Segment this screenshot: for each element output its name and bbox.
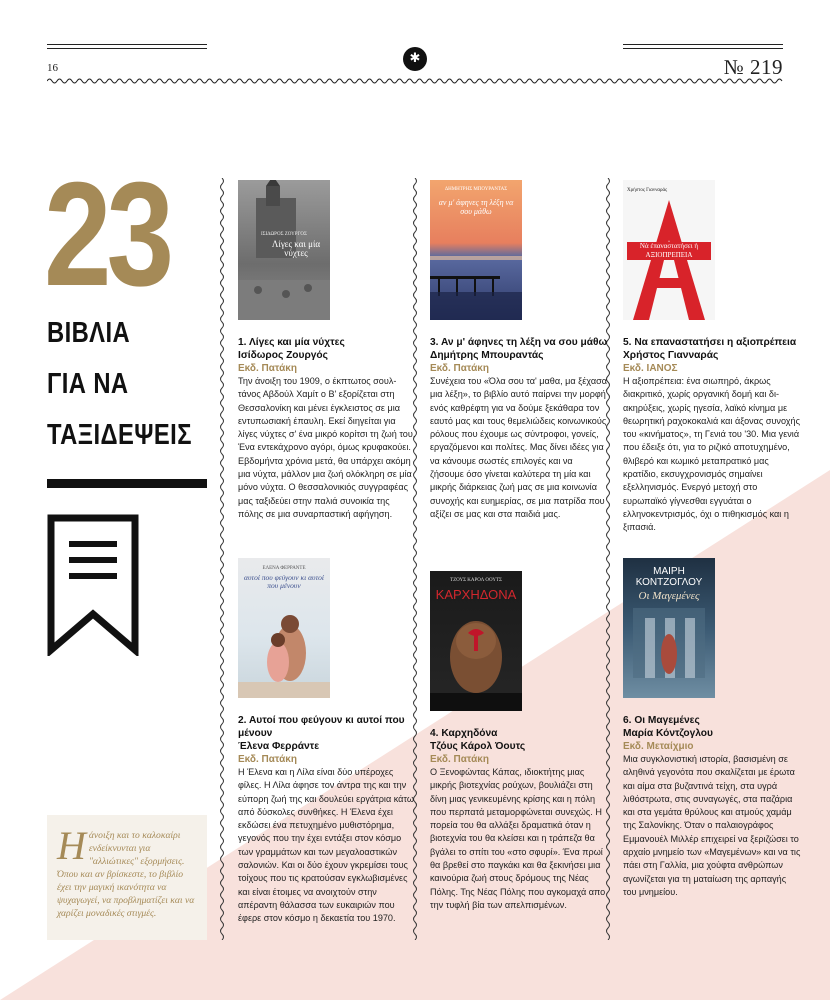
feature-title-line-3: ΤΑΞΙΔΕΨΕΙΣ — [47, 419, 192, 451]
book-5-title: 5. Να επαναστατήσει η αξιοπρέπεια — [623, 337, 797, 348]
bookmark-icon — [47, 514, 139, 656]
star-icon: ✱ — [403, 47, 427, 71]
book-2 — [238, 714, 416, 926]
title-underline-bar — [47, 479, 207, 488]
cover-3-title: αν μ' άφηνες τη λέξη να σου μάθω — [438, 198, 514, 216]
issue-number: № 219 — [723, 55, 783, 79]
book-1-title: 1. Λίγες και μία νύχτες — [238, 337, 345, 348]
book-5-publisher: Εκδ. ΙΑΝΟΣ — [623, 363, 678, 374]
book-6-author: Μαρία Κόντζογλου — [623, 728, 713, 739]
book-1-publisher: Εκδ. Πατάκη — [238, 363, 297, 374]
cover-3-author: ΔΗΜΗΤΡΗΣ ΜΠΟΥΡΑΝΤΑΣ — [444, 187, 508, 192]
book-1 — [238, 336, 416, 521]
feature-number: 23 — [44, 152, 170, 317]
book-4 — [430, 727, 608, 912]
book-4-title: 4. Καρχηδόνα — [430, 728, 498, 739]
book-3-title: 3. Αν μ' άφηνες τη λέξη να σου μάθω — [430, 337, 608, 348]
book-6-description: Μια συγκλονιστική ιστορία, βασισμένη σε αληθινά γεγονότα που σκαλίζεται με έρωτα και αίμα στα βυζαντινά τείχη, στα υγρά λιθόστρωτα, στις συναγωγές, στα παζάρια και στα γεμάτα θρύλους και ατμούς χαμάμ της Σαλονίκης. Όταν ο παλαιογράφος Εμμανουέλ Μιλλέρ επιχειρεί να ξεριζώσει το αρχαίο μνημείο των «Μαγεμένων» και να τις πάει στη Γαλλία, μια χούφτα ανθρώπων αγωνίζεται για τη ματαίωση της αρπαγής του μνημείου. — [623, 754, 801, 897]
feature-title-line-1: ΒΙΒΛΙΑ — [47, 317, 131, 349]
book-1-description: Την άνοιξη του 1909, ο έκπτωτος σουλτάνος Αβδούλ Χαμίτ ο Β' εξορίζεται στη Θεσσαλονίκη και μένει έγκλειστος σε μια εντυπωσιακή έπαυλη. Εκεί διηγείται για λίγες νύχτες σ' ένα μικρό κορίτσι τη ζωή του. Ένα εντεκάχρονο αγόρι, όμως κρυφακούει. Εβδομήντα χρόνια μετά, θα υπάρχει ακόμη μια νύχτα, μάλλον μια ζωή ολόκληρη σε μία μόνο νύχτα. Ο θεσσαλονικιός συγγραφέας μας ταξιδεύει στην παλιά συνοικία της πόλης σε μια συναρπαστική αφήγηση. — [238, 376, 416, 519]
wavy-divider — [47, 77, 783, 85]
intro-text: άνοιξη και το καλοκαίρι ενδείκνυνται για "αλλιώτικες" εξορμήσεις. Όπου και αν βρίσκεστε, το βιβλίο έχει την μαγική ικανότητα να ψυχαγωγεί, να προβληματίζει και να χαρίζει μοναδικές στιγμές. — [57, 830, 195, 919]
book-cover-1[interactable] — [238, 180, 330, 320]
book-5-author: Χρήστος Γιανναράς — [623, 350, 719, 361]
cover-4-author: ΤΖΟΥΣ ΚΑΡΟΛ ΟΟΥΤΣ — [450, 578, 502, 583]
book-cover-5[interactable] — [623, 180, 715, 320]
book-5 — [623, 336, 801, 535]
header-rule-right — [623, 44, 783, 49]
book-cover-4[interactable] — [430, 571, 522, 711]
cover-5-title: Νὰ ἐπαναστατήσει ἡ ΑΞΙΟΠΡΕΠΕΙΑ — [627, 242, 711, 260]
cover-6-title: Οι Μαγεμένες — [638, 590, 700, 602]
feature-title-line-2: ΓΙΑ ΝΑ — [47, 368, 129, 400]
cover-2-title: αυτοί που φεύγουν κι αυτοί που μένουν — [244, 573, 324, 590]
book-3 — [430, 336, 608, 521]
book-6-title: 6. Οι Μαγεμένες — [623, 715, 700, 726]
cover-6-author: ΜΑΙΡΗ ΚΟΝΤΖΟΓΛΟΥ — [635, 566, 703, 588]
cover-2-author: ΕΛΕΝΑ ΦΕΡΡΑΝΤΕ — [262, 566, 306, 571]
cover-5-author: Χρήστος Γιανναράς — [627, 188, 668, 193]
page-number: 16 — [47, 62, 58, 74]
book-2-author: Έλενα Φερράντε — [238, 741, 320, 752]
book-cover-3[interactable] — [430, 180, 522, 320]
book-4-description: Ο Ξενοφώντας Κάπας, ιδιοκτήτης μιας μικρής βιοτεχνίας ρούχων, βουλιάζει στη δίνη μιας γενικευμένης κρίσης και η πόλη που περπατά μεταμορφώνεται συνεχώς. Η πορεία του θα αλλάξει δραματικά όταν η βιοτεχνία του θα κλείσει και η τράπεζα θα βγάλει το σπίτι του «στο σφυρί». Ένα πρωί θα βρεθεί στο παγκάκι και θα ξεκινήσει μια καινούρια ζωή στους δρόμους της Νέας Πόλης. Της Νέας Πόλης που αγκομαχά απο την τυφλή βία των απελπισμένων. — [430, 767, 606, 910]
book-3-author: Δημήτρης Μπουραντάς — [430, 350, 544, 361]
book-4-author: Τζόυς Κάρολ Όουτς — [430, 741, 526, 752]
book-2-title: 2. Αυτοί που φεύγουν κι αυτοί που μένουν — [238, 715, 405, 739]
intro-drop-cap: Η — [57, 823, 86, 868]
column-separator-1 — [219, 178, 225, 940]
book-1-author: Ισίδωρος Ζουργός — [238, 350, 328, 361]
cover-1-title: Λίγες και μία νύχτες — [271, 239, 321, 258]
book-2-description: Η Έλενα και η Λίλα είναι δύο υπέροχες φίλες. Η Λίλα άφησε τον άντρα της και την εύπορη ζωή της και δουλεύει εργάτρια κάτω από δύσκολες συνθήκες. Η Έλενα έχει εκδώσει ένα πετυχημένο μυθιστόρημα, γεγονός που την έχει εντάξει στον κόσμο των γραμμάτων και των μεγαλοαστικών σαλονιών. Και οι δύο έχουν γκρεμίσει τους τοίχους που τις κρατούσαν εγκλωβισμένες και είναι έτοιμες να ανοιχτούν στην απέραντη θάλασσα των ευκαιριών που έφερε στον κόσμο η δεκαετία του 1970. — [238, 767, 414, 924]
book-cover-2[interactable] — [238, 558, 330, 698]
book-3-publisher: Εκδ. Πατάκη — [430, 363, 489, 374]
book-6-publisher: Εκδ. Μεταίχμιο — [623, 741, 694, 752]
book-4-publisher: Εκδ. Πατάκη — [430, 754, 489, 765]
intro-quote — [47, 815, 207, 940]
book-5-description: Η αξιοπρέπεια: ένα σιωπηρό, άκρως διακριτικό, χωρίς οργανική δομή και διακηρύξεις, χωρίς ηγεσία, λαϊκό κίνημα με θεωρητική ραχοκοκαλιά και άξονας συνοχής του «κινήματος», τη Γενιά του '30. Μια γενιά που έδειξε ότι, για το ριζικό αποτυχημένο, θλιβερό και κωμικό μεταπρατικό μας κρατίδιο, εκσυγχρονισμός σημαίνει εξελληνισμός. Ενεργό μετοχή στο ευρωπαϊκό γίγνεσθαι εγγυάται ο ελληνοκεντρισμός, όχι ο πιθηκισμός και η ξιπασιά. — [623, 376, 800, 533]
book-cover-6[interactable] — [623, 558, 715, 698]
cover-4-title: ΚΑΡΧΗΔΟΝΑ — [435, 587, 517, 602]
book-6 — [623, 714, 801, 899]
header-rule-left — [47, 44, 207, 49]
book-3-description: Συνέχεια του «Όλα σου τα' μαθα, μα ξέχασα μια λέξη», το βιβλίο αυτό παίρνει την μορφή ενός καθρέφτη για να δούμε ξεκάθαρα τον εαυτό μας και τους θεμελιώδεις κοινωνικούς ρόλους που έχουμε ως σύντροφοι, γονείς, εργαζόμενοι και πολίτες. Μας δίνει ιδέες για να κάνουμε σωστές επιλογές και να ζήσουμε όσο γίνεται καλύτερα τη μία και μικρής διάρκειας ζωή μας σε μια κοινωνία συνοχής και ευημερίας, σε μια πατρίδα που αξίζει σε μας και στα παιδιά μας. — [430, 376, 607, 519]
book-2-publisher: Εκδ. Πατάκη — [238, 754, 297, 765]
cover-1-author: ΙΣΙΔΩΡΟΣ ΖΟΥΡΓΟΣ — [261, 232, 307, 237]
